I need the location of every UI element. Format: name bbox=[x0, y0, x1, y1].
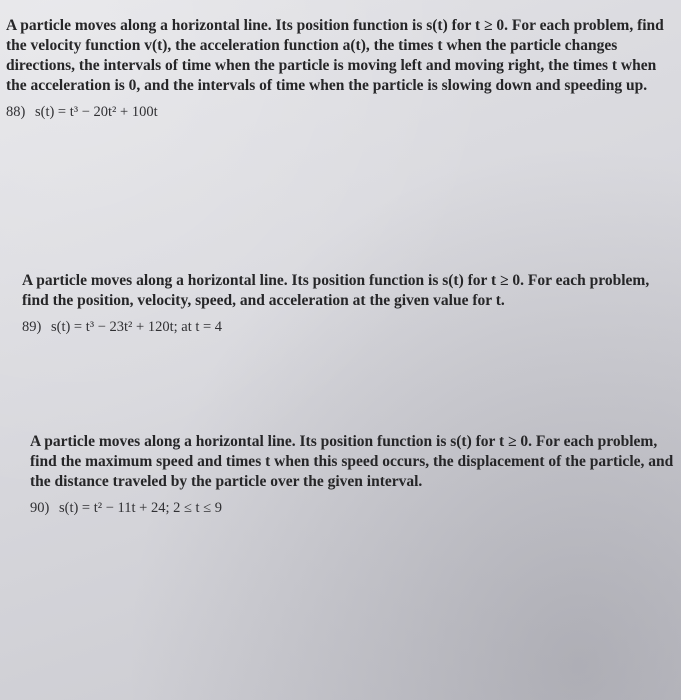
problem-expression: s(t) = t² − 11t + 24; 2 ≤ t ≤ 9 bbox=[58, 500, 223, 516]
instructions-text: A particle moves along a horizontal line. Its position function is s(t) for t ≥ 0. For each problem, find the velocity function v(t), the acceleration function a(t), the times t when the particle changes directions, the intervals of time when the particle is moving left and moving right, the times t when the acceleration is 0, and the intervals of time when the particle is slowing down and speeding up. bbox=[6, 17, 664, 94]
problem-expression: s(t) = t³ − 23t² + 120t; at t = 4 bbox=[50, 319, 223, 335]
problem-number: 90) bbox=[30, 500, 50, 516]
problem-number: 89) bbox=[22, 319, 42, 335]
problem-line bbox=[6, 104, 668, 121]
instructions-text: A particle moves along a horizontal line. Its position function is s(t) for t ≥ 0. For each problem, find the position, velocity, speed, and acceleration at the given value for t. bbox=[22, 272, 650, 309]
problem-number: 88) bbox=[6, 104, 26, 120]
problem-line bbox=[30, 500, 674, 517]
problem-line bbox=[22, 319, 662, 336]
problem-section-88 bbox=[6, 16, 668, 121]
problem-section-89 bbox=[22, 271, 662, 336]
problem-section-90 bbox=[30, 432, 674, 517]
instructions-text: A particle moves along a horizontal line. Its position function is s(t) for t ≥ 0. For each problem, find the maximum speed and times t when this speed occurs, the displacement of the particle, and the distance traveled by the particle over the given interval. bbox=[30, 433, 674, 490]
problem-expression: s(t) = t³ − 20t² + 100t bbox=[34, 104, 158, 120]
